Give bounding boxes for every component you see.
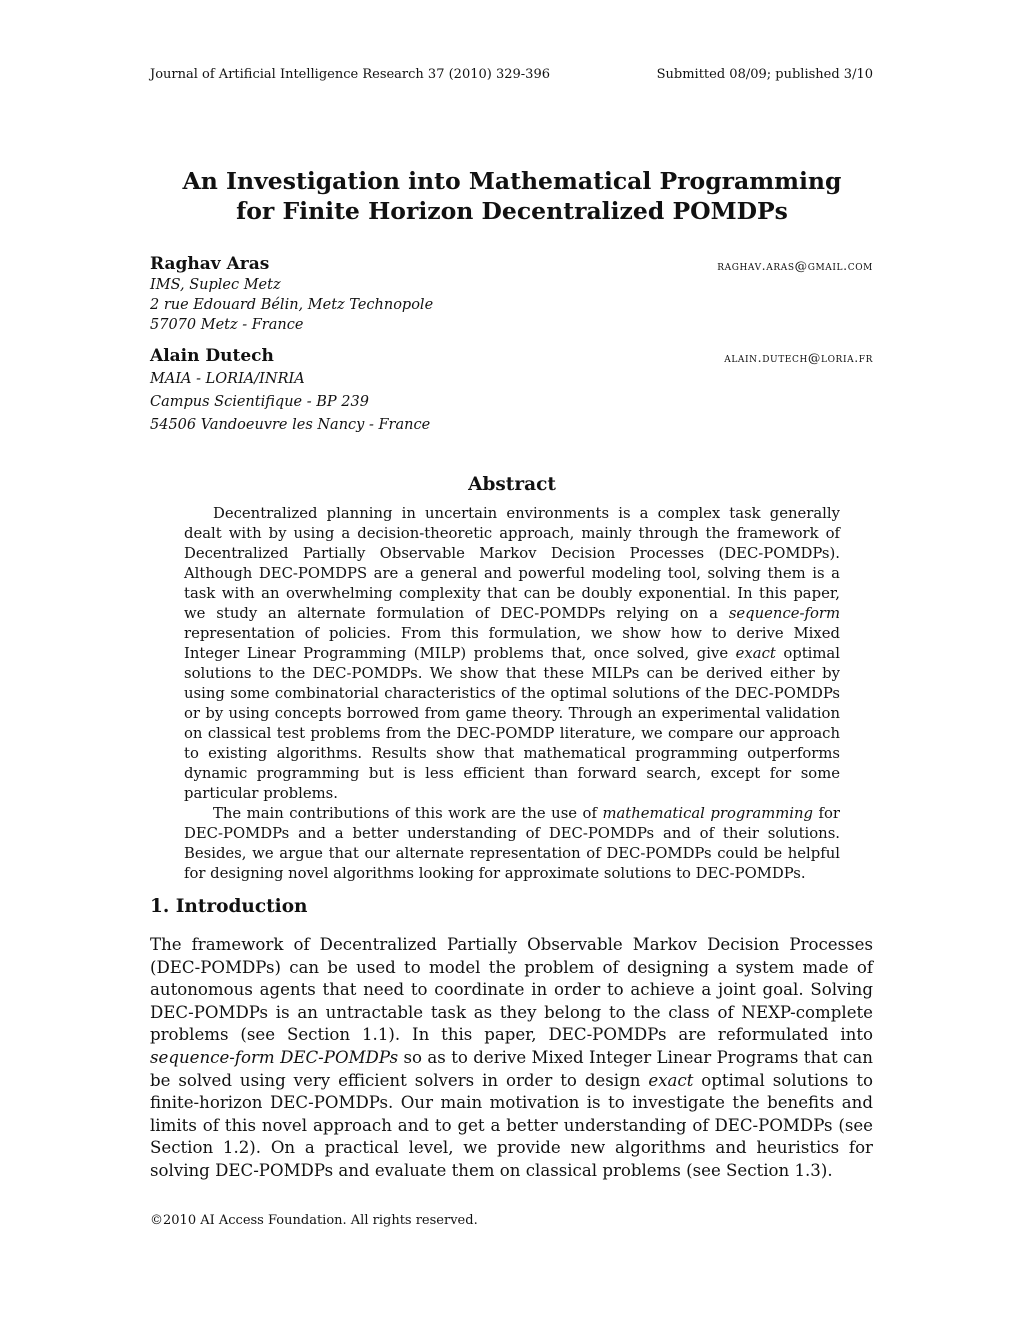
author-email-2: alain.dutech@loria.fr <box>724 350 873 365</box>
title-line-2: for Finite Horizon Decentralized POMDPs <box>236 197 788 225</box>
author-affiliation-1-line-1: IMS, Suplec Metz <box>150 277 281 293</box>
abstract-body <box>184 504 840 884</box>
abstract-paragraph-1: Decentralized planning in uncertain environments is a complex task generally dealt with by using a decision-theoretic approach, mainly through the framework of Decentralized Partially Observable Markov Decision Processes (DEC-POMDPs). Although DEC-POMDPS are a general and powerful modeling tool, solving them is a task with an overwhelming complexity that can be doubly exponential. In this paper, we study an alternate formulation of DEC-POMDPs relying on a sequence-form representation of policies. From this formulation, we show how to derive Mixed Integer Linear Programming (MILP) problems that, once solved, give exact optimal solutions to the DEC-POMDPs. We show that these MILPs can be derived either by using some combinatorial characteristics of the optimal solutions of the DEC-POMDPs or by using concepts borrowed from game theory. Through an experimental validation on classical test problems from the DEC-POMDP literature, we compare our approach to existing algorithms. Results show that mathematical programming outperforms dynamic programming but is less efficient than forward search, except for some particular problems. <box>184 505 840 802</box>
abstract-heading: Abstract <box>468 474 556 495</box>
author-affiliation-2-line-2: Campus Scientifique - BP 239 <box>150 394 369 410</box>
copyright-footer: ©2010 AI Access Foundation. All rights reserved. <box>150 1213 478 1228</box>
author-email-1: raghav.aras@gmail.com <box>717 258 873 273</box>
paper-title <box>0 166 1024 226</box>
author-affiliation-2-line-3: 54506 Vandoeuvre les Nancy - France <box>150 417 431 433</box>
journal-header: Journal of Artificial Intelligence Research 37 (2010) 329-396 <box>150 67 550 82</box>
title-line-1: An Investigation into Mathematical Programming <box>182 167 842 195</box>
author-name-2: Alain Dutech <box>150 346 274 366</box>
submission-dates: Submitted 08/09; published 3/10 <box>656 67 873 82</box>
author-affiliation-2-line-1: MAIA - LORIA/INRIA <box>150 371 305 387</box>
abstract-paragraph-2: The main contributions of this work are the use of mathematical programming for DEC-POMDPs and a better understanding of DEC-POMDPs and of their solutions. Besides, we argue that our alternate representation of DEC-POMDPs could be helpful for designing novel algorithms looking for approximate solutions to DEC-POMDPs. <box>184 805 841 882</box>
introduction-paragraph: The framework of Decentralized Partially Observable Markov Decision Processes (DEC-POMDPs) can be used to model the problem of designing a system made of autonomous agents that need to coordinate in order to achieve a joint goal. Solving DEC-POMDPs is an untractable task as they belong to the class of NEXP-complete problems (see Section 1.1). In this paper, DEC-POMDPs are reformulated into sequence-form DEC-POMDPs so as to derive Mixed Integer Linear Programs that can be solved using very efficient solvers in order to design exact optimal solutions to finite-horizon DEC-POMDPs. Our main motivation is to investigate the benefits and limits of this novel approach and to get a better understanding of DEC-POMDPs (see Section 1.2). On a practical level, we provide new algorithms and heuristics for solving DEC-POMDPs and evaluate them on classical problems (see Section 1.3). <box>150 935 873 1180</box>
section-heading-introduction: 1. Introduction <box>150 896 308 917</box>
author-name-1: Raghav Aras <box>150 254 270 274</box>
author-affiliation-1-line-3: 57070 Metz - France <box>150 317 304 333</box>
author-affiliation-1-line-2: 2 rue Edouard Bélin, Metz Technopole <box>150 297 434 313</box>
